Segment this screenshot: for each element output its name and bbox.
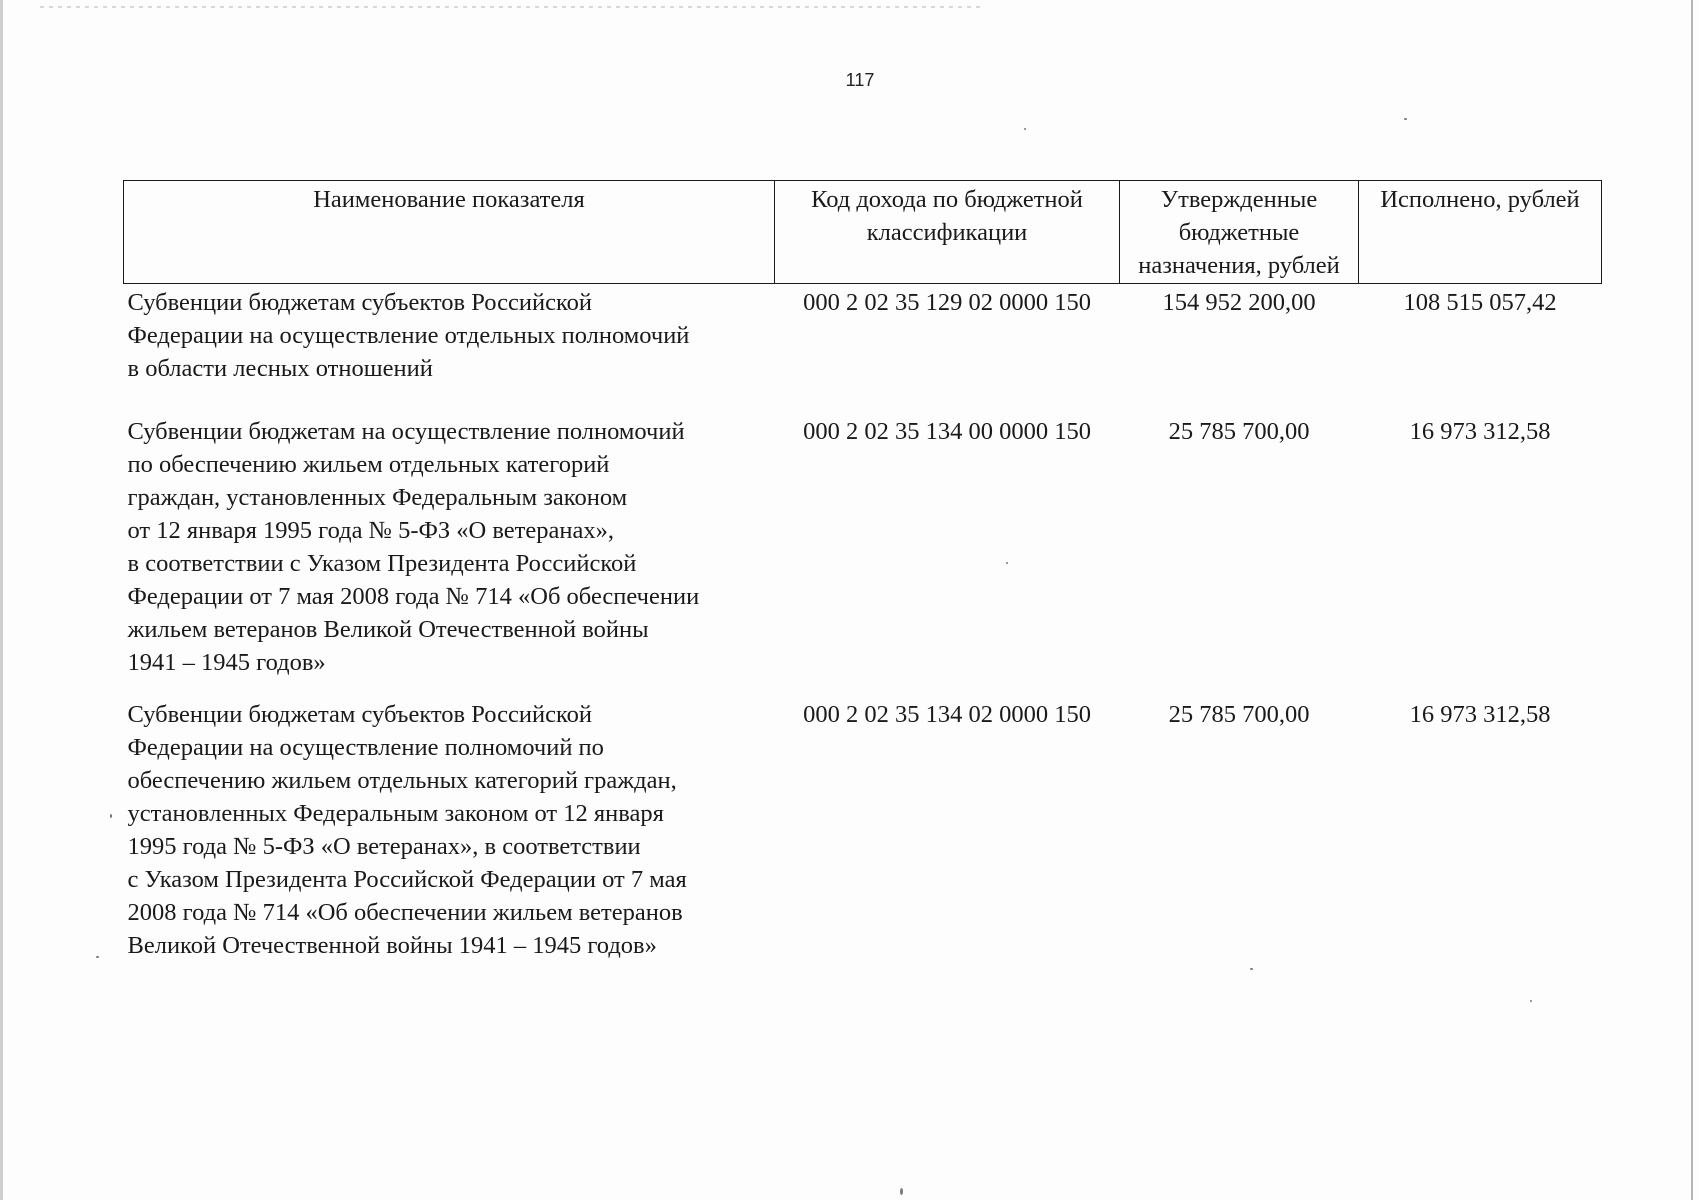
table-row xyxy=(124,698,1602,962)
row-name xyxy=(124,284,775,416)
header-code-line: классификации xyxy=(866,219,1028,246)
row-name-line: Субвенции бюджетам субъектов Российской xyxy=(127,289,592,316)
header-plan-line: назначения, рублей xyxy=(1138,252,1340,279)
row-name xyxy=(124,698,775,962)
header-code-line: Код дохода по бюджетной xyxy=(811,186,1083,213)
row-name-line: Федерации на осуществление полномочий по xyxy=(127,734,604,761)
budget-table xyxy=(123,180,1602,962)
scan-edge-left xyxy=(0,0,3,1200)
header-code xyxy=(775,181,1120,284)
header-plan-line: Утвержденные xyxy=(1160,186,1318,213)
row-code: 000 2 02 35 134 00 0000 150 xyxy=(803,418,1091,445)
row-name-line: 2008 года № 714 «Об обеспечении жильем ветеранов xyxy=(127,899,683,926)
row-plan: 154 952 200,00 xyxy=(1162,289,1316,316)
row-name-line: Федерации на осуществление отдельных полномочий xyxy=(127,322,690,349)
row-name-line: в соответствии с Указом Президента Российской xyxy=(127,550,637,577)
row-name-line: 1941 – 1945 годов» xyxy=(127,649,326,676)
row-name-line: установленных Федеральным законом от 12 января xyxy=(127,800,664,827)
row-done: 108 515 057,42 xyxy=(1403,289,1557,316)
row-name-line: 1995 года № 5-ФЗ «О ветеранах», в соответствии xyxy=(127,833,641,860)
row-name-line: жильем ветеранов Великой Отечественной войны xyxy=(127,616,649,643)
table-row xyxy=(124,415,1602,698)
scan-speck xyxy=(1530,1000,1532,1002)
row-plan: 25 785 700,00 xyxy=(1168,701,1310,728)
header-plan-line: бюджетные xyxy=(1178,219,1300,246)
row-name-line: обеспечению жильем отдельных категорий граждан, xyxy=(127,767,677,794)
page-number: 117 xyxy=(845,70,875,90)
header-done: Исполнено, рублей xyxy=(1359,181,1602,284)
row-name-line: с Указом Президента Российской Федерации от 7 мая xyxy=(127,866,687,893)
row-name-line: в области лесных отношений xyxy=(127,355,433,382)
scan-speck xyxy=(900,1188,903,1195)
row-name-line: граждан, установленных Федеральным законом xyxy=(127,484,628,511)
table-row xyxy=(124,284,1602,416)
row-done: 16 973 312,58 xyxy=(1409,701,1551,728)
row-name-line: от 12 января 1995 года № 5-ФЗ «О ветеранах», xyxy=(127,517,614,544)
row-done: 16 973 312,58 xyxy=(1409,418,1551,445)
header-name: Наименование показателя xyxy=(124,181,775,284)
scan-edge-top xyxy=(40,6,980,8)
scan-speck xyxy=(1006,562,1008,564)
row-name-line: Великой Отечественной войны 1941 – 1945 годов» xyxy=(127,932,657,959)
row-name-line: по обеспечению жильем отдельных категорий xyxy=(127,451,610,478)
row-name-line: Субвенции бюджетам субъектов Российской xyxy=(127,701,592,728)
row-name-line: Федерации от 7 мая 2008 года № 714 «Об обеспечении xyxy=(127,583,700,610)
scan-speck xyxy=(96,956,99,958)
row-code: 000 2 02 35 129 02 0000 150 xyxy=(803,289,1091,316)
row-name xyxy=(124,415,775,698)
scan-speck xyxy=(1024,128,1026,130)
scan-speck xyxy=(1250,968,1253,970)
scan-edge-right xyxy=(1691,0,1693,1200)
scan-speck xyxy=(1404,118,1407,120)
row-name-line: Субвенции бюджетам на осуществление полномочий xyxy=(127,418,685,445)
row-code: 000 2 02 35 134 02 0000 150 xyxy=(803,701,1091,728)
table-header-row xyxy=(124,181,1602,284)
header-plan xyxy=(1120,181,1359,284)
scan-speck xyxy=(110,814,112,818)
row-plan: 25 785 700,00 xyxy=(1168,418,1310,445)
